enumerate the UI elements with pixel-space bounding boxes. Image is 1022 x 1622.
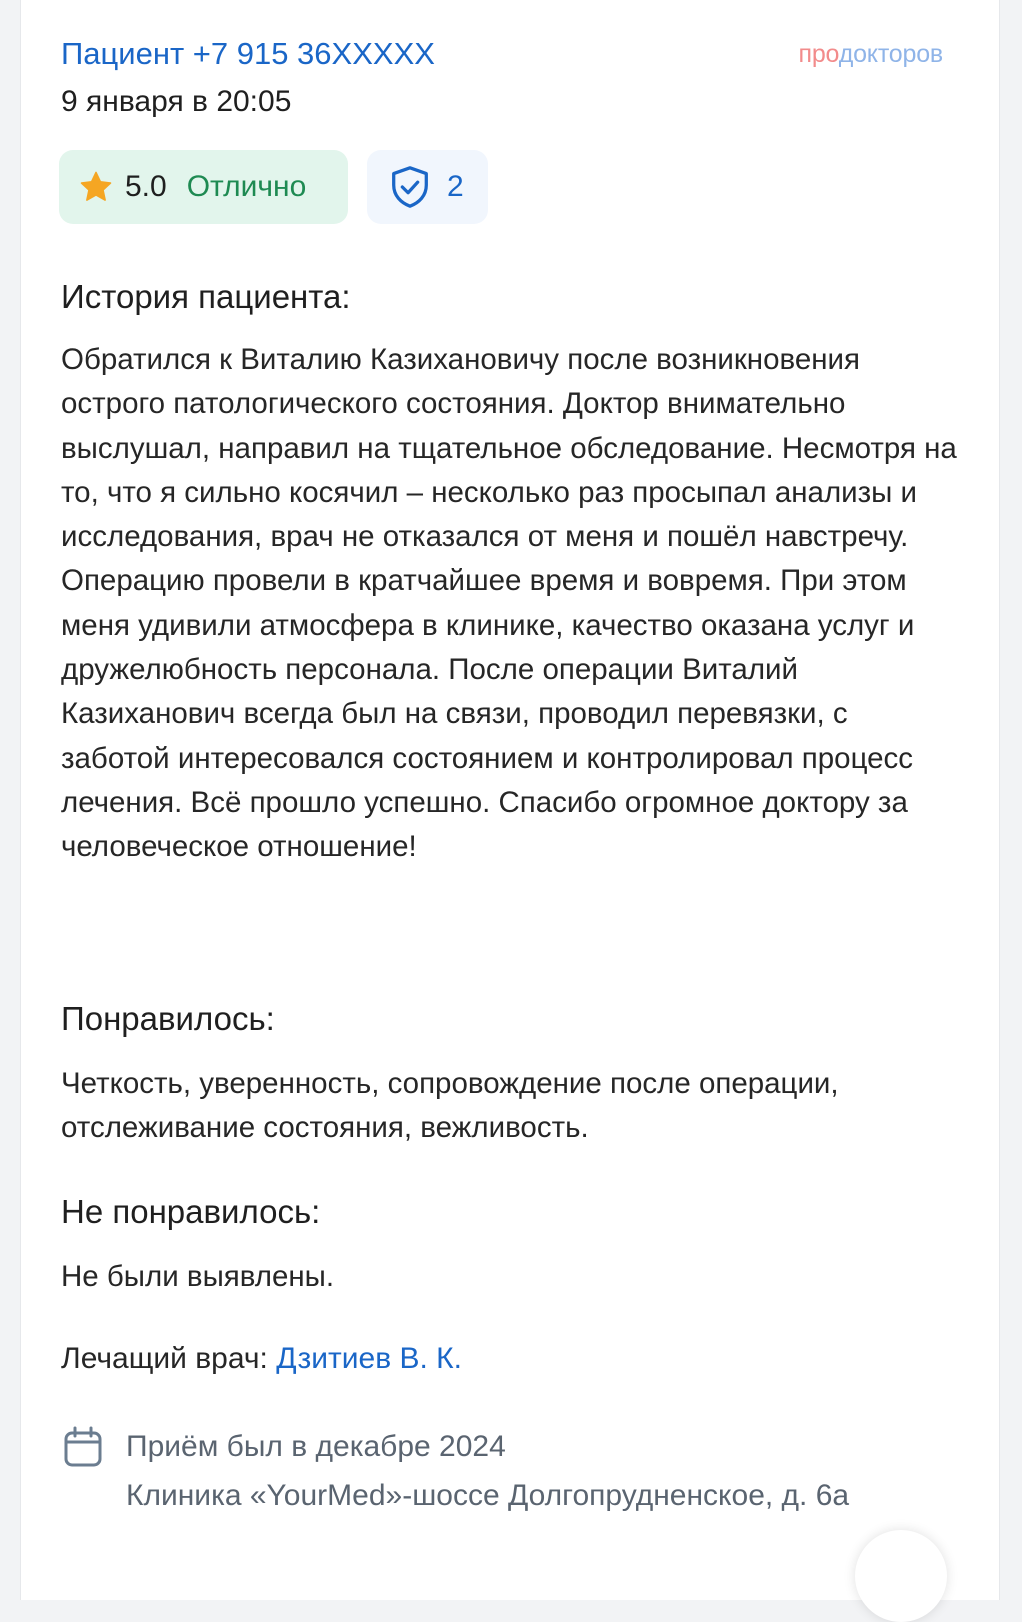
- verified-badge[interactable]: [367, 150, 488, 224]
- calendar-icon: [63, 1426, 103, 1468]
- visit-clinic: Клиника «YourMed»-шоссе Долгопрудненское, д. 6а: [126, 1479, 850, 1512]
- star-icon: [79, 170, 113, 204]
- review-date: 9 января в 20:05: [61, 85, 292, 118]
- rating-label: Отлично: [186, 170, 307, 203]
- disliked-text: Не были выявлены.: [61, 1260, 335, 1293]
- liked-heading: Понравилось:: [61, 1000, 275, 1037]
- liked-text: Четкость, уверенность, сопровождение после операции, отслеживание состояния, вежливость.: [61, 1067, 839, 1145]
- review-author-link[interactable]: Пациент +7 915 36XXXXX: [61, 36, 435, 71]
- brand-part-2: докторов: [838, 40, 943, 68]
- visit-date: Приём был в декабре 2024: [126, 1430, 506, 1463]
- shield-check-icon: [387, 163, 433, 211]
- doctor-link[interactable]: Дзитиев В. К.: [276, 1342, 462, 1375]
- verified-count: 2: [447, 170, 464, 203]
- story-text: Обратился к Виталию Казихановичу после возникновения острого патологического состояния. Доктор внимательно выслушал, направил на тщательное обследование. Несмотря на то, что я сильно косячил – несколько раз просыпал анализы и исследования, врач не отказался от меня и пошёл навстречу. Операцию провели в кратчайшее время и вовремя. При этом меня удивили атмосфера в клинике, качество оказана услуг и дружелюбность персонала. После операции Виталий Казиханович всегда был на связи, проводил перевязки, с заботой интересовался состоянием и контролировал процесс лечения. Всё прошло успешно. Спасибо огромное доктору за человеческое отношение!: [61, 343, 957, 864]
- rating-badge: [59, 150, 348, 224]
- review-card: [20, 0, 1000, 1600]
- rating-score: 5.0: [125, 170, 167, 203]
- brand-part-1: про: [798, 40, 839, 68]
- disliked-heading: Не понравилось:: [61, 1193, 321, 1230]
- floating-scroll-button[interactable]: [855, 1530, 947, 1622]
- prodoktorov-logo[interactable]: [799, 38, 943, 70]
- treating-doctor: [61, 1337, 462, 1381]
- story-heading: История пациента:: [61, 278, 351, 315]
- doctor-label: Лечащий врач:: [61, 1342, 268, 1375]
